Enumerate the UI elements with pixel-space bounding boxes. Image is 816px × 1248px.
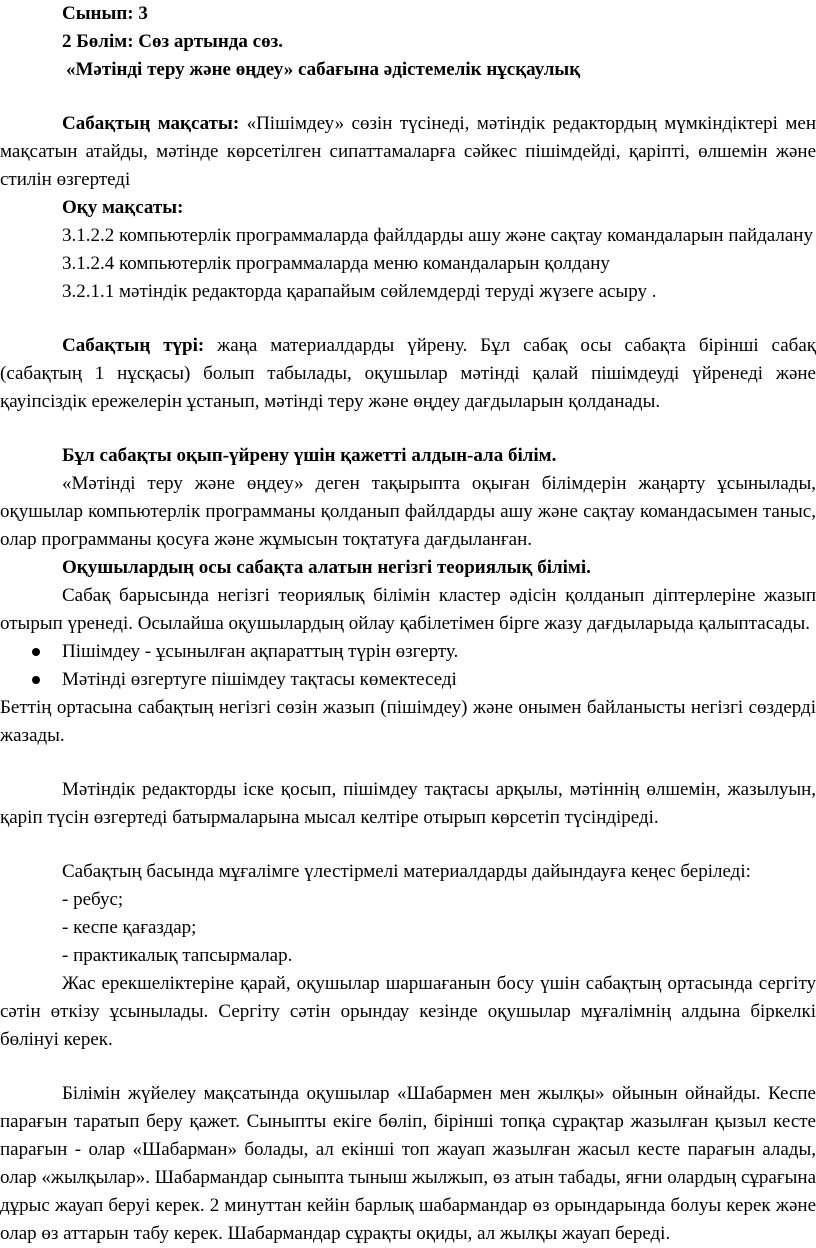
materials-after-text: Жас ерекшеліктеріне қарай, оқушылар шаршағанын босу үшін сабақтың ортасында сергіту сәтін өткізу ұсынылады. Сергіту сәтін орындау кезінде оқушылар мұғалімнің алдына біркелкі бөлінуі керек. (0, 973, 816, 1050)
materials-item: - ребус; (62, 889, 124, 910)
lesson-type-text: жаңа материалдарды үйрену. Бұл сабақ осы сабақта бірінші сабақ (сабақтың 1 нұсқасы) болып табылады, оқушылар мәтінді қалай пішімдеуді үйренеді және қауіпсіздік ережелерін ұстанып, мәтінді теру және өңдеу дағдыларын қолданады. (0, 335, 816, 412)
theory-after-text: Беттің ортасына сабақтың негізгі сөзін жазып (пішімдеу) және онымен байланысты негізгі сөздерді жазады. (0, 697, 816, 746)
prior-knowledge-heading: Бұл сабақты оқып-үйрену үшін қажетті алдын-ала білім. (62, 445, 557, 466)
lesson-goal-text: «Пішімдеу» сөзін түсінеді, мәтіндік редактордың мүмкіндіктері мен мақсатын атайды, мәтінде көрсетілген сипаттамаларға сәйкес пішімдейді, қаріпті, өлшемін және стилін өзгертеді (0, 113, 816, 190)
materials-item: - кеспе қағаздар; (62, 917, 197, 938)
materials-item: - практикалық тапсырмалар. (62, 945, 293, 966)
bullet-icon (32, 648, 40, 656)
objective-item: 3.1.2.4 компьютерлік программаларда меню командаларын қолдану (62, 253, 610, 274)
objectives-label: Оқу мақсаты: (62, 197, 184, 218)
list-item: Пішімдеу - ұсынылған ақпараттың түрін өзгерту. (0, 638, 816, 666)
bullet-icon (32, 676, 40, 684)
list-item: Мәтінді өзгертуге пішімдеу тақтасы көмектеседі (0, 666, 816, 694)
materials-intro: Сабақтың басында мұғалімге үлестірмелі материалдарды дайындауға кеңес беріледі: (62, 861, 751, 882)
lesson-goal (0, 110, 816, 194)
game-text: Білімін жүйелеу мақсатында оқушылар «Шабармен мен жылқы» ойынын ойнайды. Кеспе парағын таратып беру қажет. Сыныпты екіге бөліп, бірінші топқа сұрақтар жазылған қызыл кесте парағын - олар «Шабарман» болады, ал екінші топ жауап жазылған жасыл кесте парағын алады, олар «жылқылар». Шабармандар сыныпта тыныш жылжып, өз атын табады, яғни олардың сұрағына дұрыс жауап беруі керек. 2 минуттан кейін барлық шабармандар өз орындарында болуы керек және олар өз аттарын табу керек. Шабармандар сұрақты оқиды, ал жылқы жауап береді. (0, 1083, 816, 1244)
theory-bullet-list (0, 638, 816, 694)
theory-text: Сабақ барысында негізгі теориялық білімін кластер әдісін қолданып діптерлеріне жазып отырып үренеді. Осылайша оқушылардың ойлау қабілетімен бірге жазу дағдыларыда қалыптасады. (0, 585, 816, 634)
prior-knowledge-text: «Мәтінді теру және өңдеу» деген тақырыпта оқыған білімдерін жаңарту ұсынылады, оқушылар компьютерлік программаны қолданып файлдарды ашу және сақтау командасымен таныс, олар программаны қосуға және жұмысын тоқтатуға дағдыланған. (0, 473, 816, 550)
grade-line: Сынып: 3 (62, 3, 148, 24)
lesson-type (0, 332, 816, 416)
objective-item: 3.1.2.2 компьютерлік программаларда файлдарды ашу және сақтау командаларын пайдалану (62, 225, 813, 246)
theory-heading: Оқушылардың осы сабақта алатын негізгі теориялық білімі. (62, 557, 591, 578)
document-title: «Мәтінді теру және өңдеу» сабағына әдістемелік нұсқаулық (66, 59, 581, 80)
section-line: 2 Бөлім: Сөз артында сөз. (62, 31, 283, 52)
lesson-goal-label: Сабақтың мақсаты: (62, 113, 240, 134)
demo-text: Мәтіндік редакторды іске қосып, пішімдеу тақтасы арқылы, мәтіннің өлшемін, жазылуын, қаріп түсін өзгертеді батырмаларына мысал келтіре отырып көрсетіп түсіндіреді. (0, 779, 816, 828)
objective-item: 3.2.1.1 мәтіндік редакторда қарапайым сөйлемдерді теруді жүзеге асыру . (62, 281, 657, 302)
lesson-type-label: Сабақтың түрі: (62, 335, 205, 356)
